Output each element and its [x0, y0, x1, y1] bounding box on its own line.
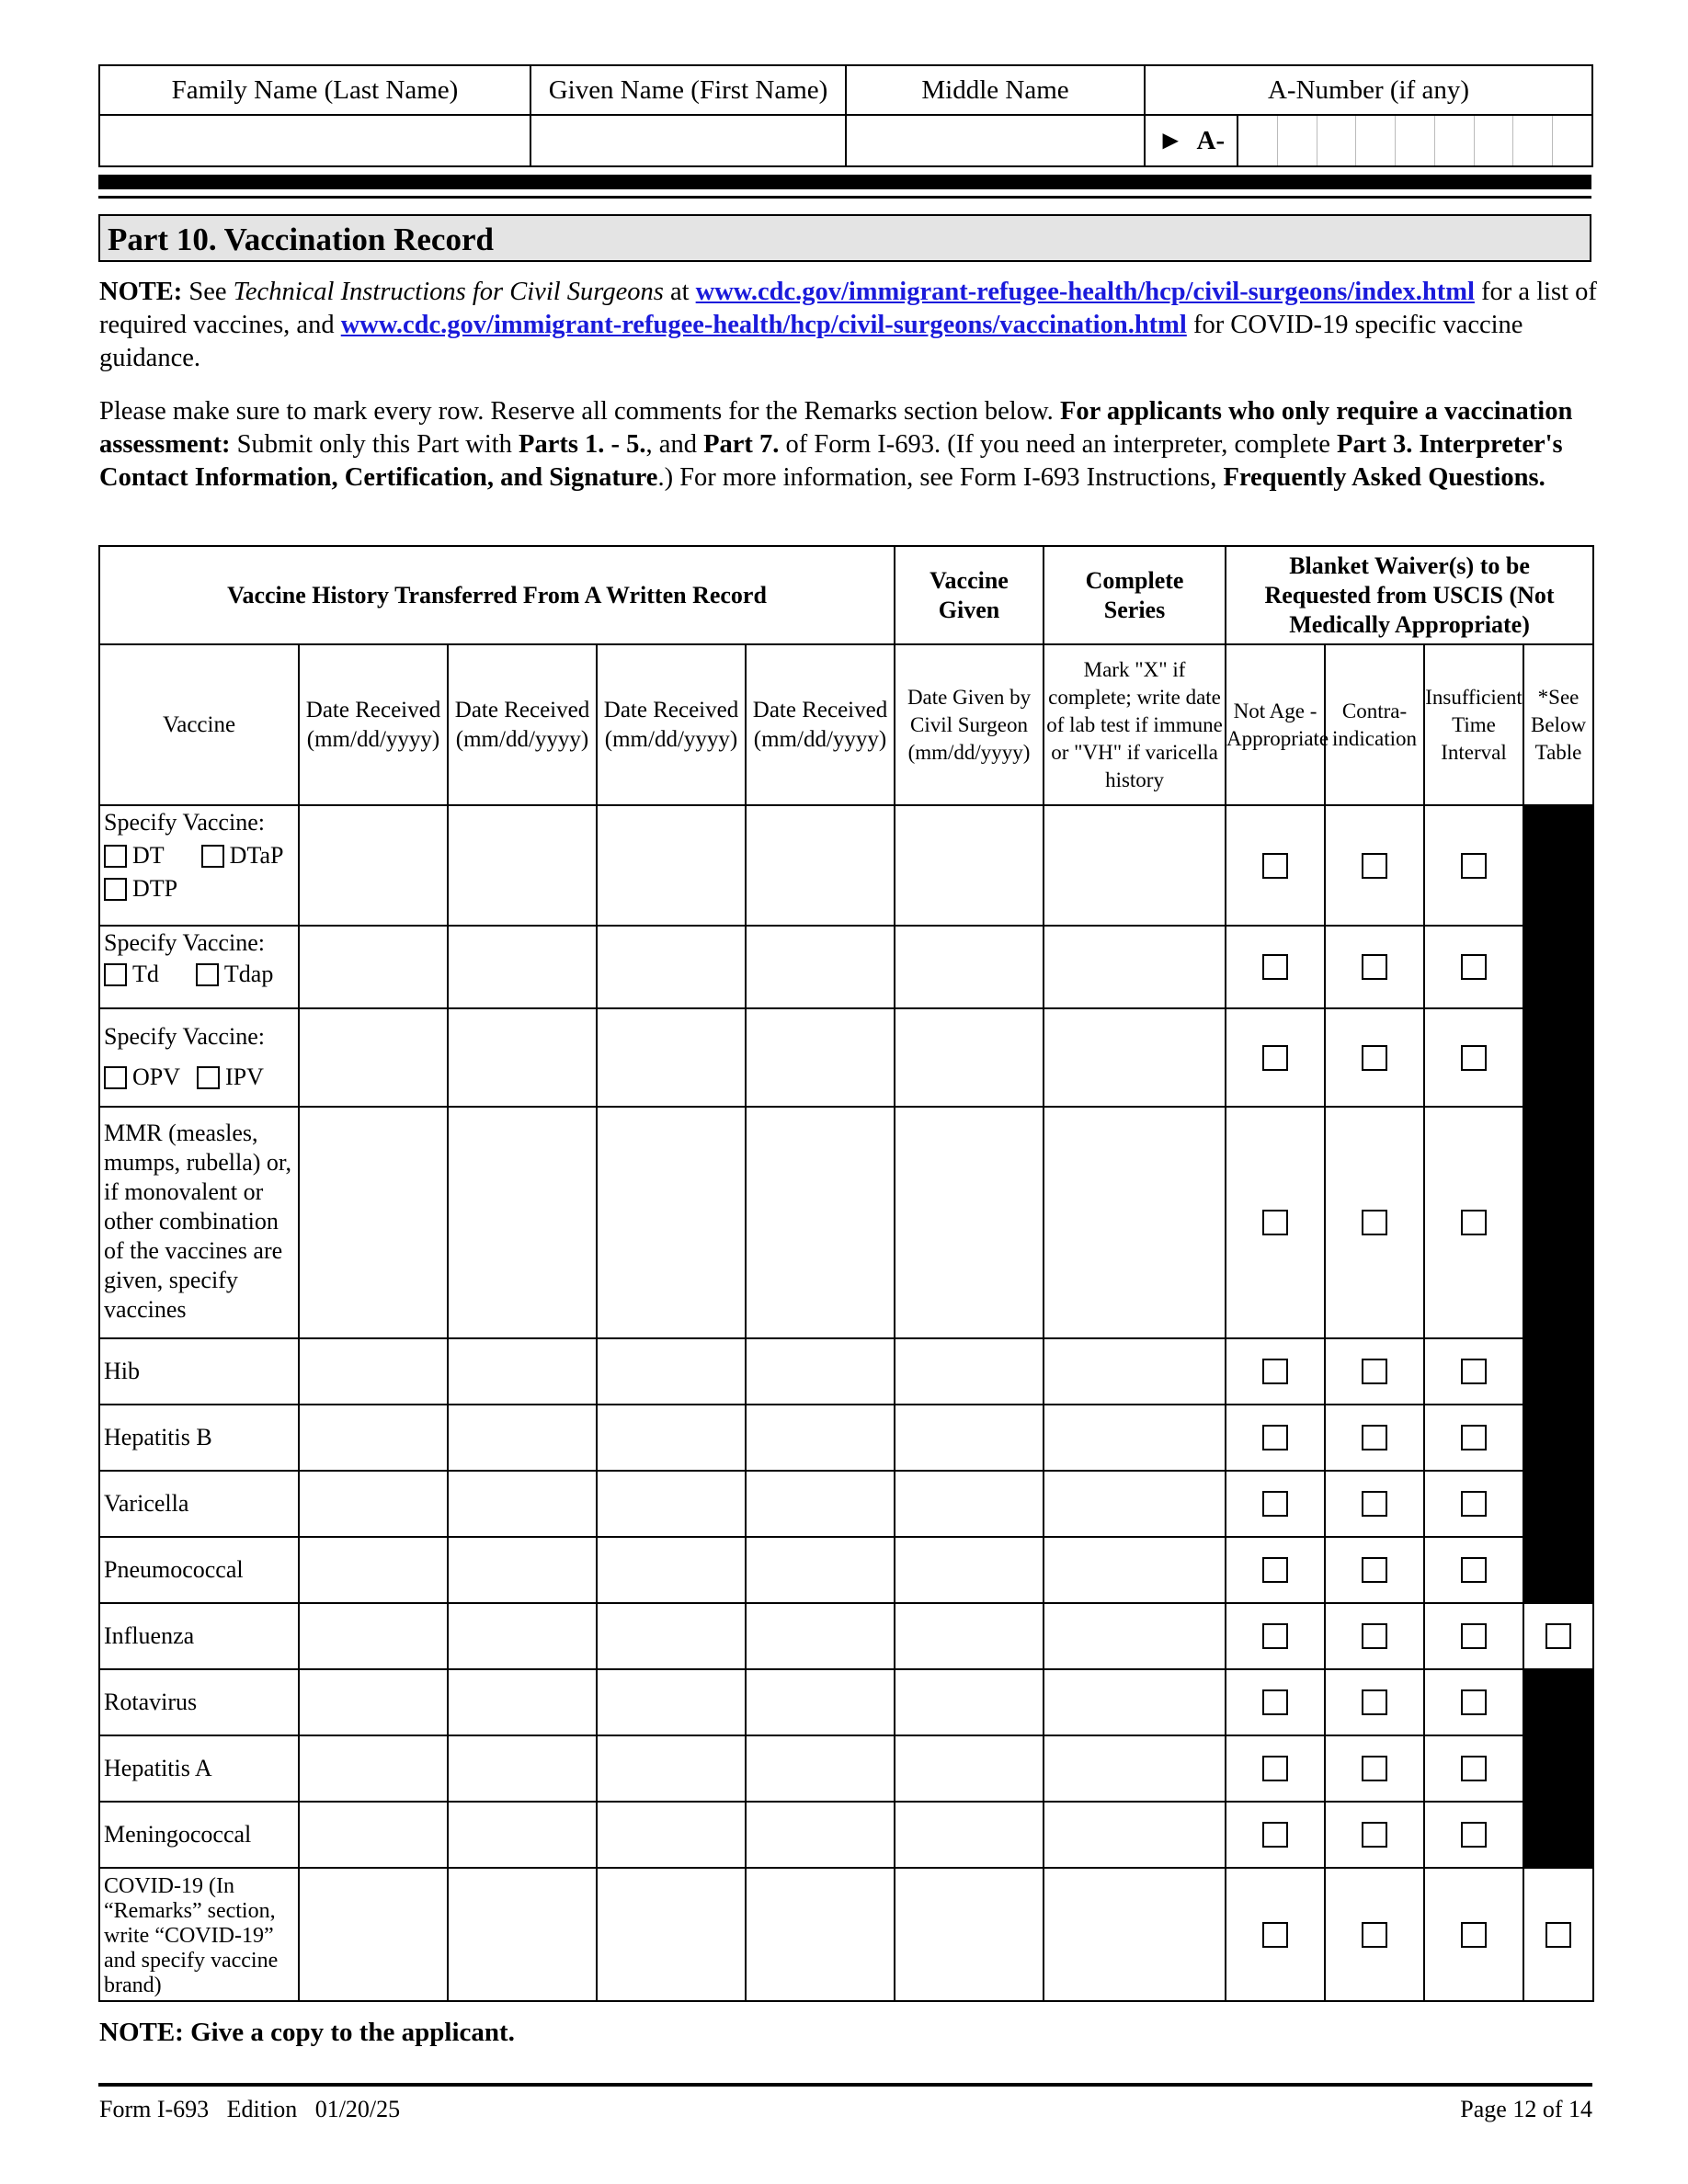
date-received-field[interactable] — [746, 1537, 895, 1603]
contraindication-checkbox[interactable] — [1362, 1045, 1387, 1071]
date-received-field[interactable] — [299, 1669, 448, 1735]
blacked-out-cell — [1523, 1537, 1593, 1603]
family-name-label: Family Name (Last Name) — [99, 65, 530, 115]
not-age-appropriate-checkbox[interactable] — [1262, 1822, 1288, 1848]
date-received-field[interactable] — [299, 805, 448, 926]
date-received-field[interactable] — [448, 1405, 597, 1471]
col-not-age-appropriate: Not Age - Appropriate — [1226, 644, 1325, 805]
contraindication-checkbox[interactable] — [1362, 1210, 1387, 1235]
note-label: NOTE: — [99, 278, 183, 306]
not-age-appropriate-checkbox[interactable] — [1262, 1922, 1288, 1948]
col-complete-series: Mark "X" if complete; write date of lab test if immune or "VH" if varicella history — [1044, 644, 1226, 805]
insufficient-time-checkbox[interactable] — [1461, 853, 1487, 879]
contraindication-checkbox[interactable] — [1362, 1557, 1387, 1583]
vaccine-name: Influenza — [99, 1603, 299, 1669]
ipv-checkbox[interactable] — [197, 1066, 220, 1089]
date-received-field[interactable] — [448, 1802, 597, 1868]
col-see-below: *See Below Table — [1523, 644, 1593, 805]
col-date-received-3: Date Received (mm/dd/yyyy) — [597, 644, 746, 805]
not-age-appropriate-checkbox[interactable] — [1262, 1689, 1288, 1715]
a-number-field[interactable] — [1238, 116, 1591, 165]
date-given-field[interactable] — [895, 1868, 1044, 2001]
see-below-checkbox[interactable] — [1545, 1623, 1571, 1649]
vaccine-name: Hepatitis A — [99, 1735, 299, 1802]
complete-series-field[interactable] — [1044, 1669, 1226, 1735]
blacked-out-cell — [1523, 1669, 1593, 1735]
table-row — [99, 1107, 1593, 1338]
complete-series-field[interactable] — [1044, 1107, 1226, 1338]
blacked-out-cell — [1523, 1338, 1593, 1405]
date-received-field[interactable] — [299, 926, 448, 1008]
dtap-checkbox[interactable] — [201, 845, 224, 868]
col-date-received-1: Date Received (mm/dd/yyyy) — [299, 644, 448, 805]
technical-instructions-title: Technical Instructions for Civil Surgeons — [233, 278, 664, 306]
not-age-appropriate-checkbox[interactable] — [1262, 1359, 1288, 1384]
vaccine-name: Rotavirus — [99, 1669, 299, 1735]
date-received-field[interactable] — [746, 1802, 895, 1868]
not-age-appropriate-checkbox[interactable] — [1262, 1491, 1288, 1517]
date-received-field[interactable] — [597, 1107, 746, 1338]
middle-name-field[interactable] — [846, 115, 1145, 166]
date-given-field[interactable] — [895, 1802, 1044, 1868]
given-name-field[interactable] — [530, 115, 846, 166]
date-received-field[interactable] — [448, 805, 597, 926]
date-received-field[interactable] — [746, 1008, 895, 1107]
contraindication-checkbox[interactable] — [1362, 1425, 1387, 1450]
date-received-field[interactable] — [746, 1603, 895, 1669]
see-below-checkbox[interactable] — [1545, 1922, 1571, 1948]
blacked-out-cell — [1523, 1471, 1593, 1537]
td-checkbox[interactable] — [104, 963, 127, 986]
middle-name-label: Middle Name — [846, 65, 1145, 115]
cdc-vaccination-link[interactable]: www.cdc.gov/immigrant-refugee-health/hcp/civil-surgeons/vaccination.html — [340, 311, 1187, 339]
contraindication-checkbox[interactable] — [1362, 1689, 1387, 1715]
date-given-field[interactable] — [895, 1735, 1044, 1802]
blacked-out-cell — [1523, 1107, 1593, 1338]
date-given-field[interactable] — [895, 1537, 1044, 1603]
given-name-label: Given Name (First Name) — [530, 65, 846, 115]
table-row — [99, 1338, 1593, 1405]
opv-checkbox[interactable] — [104, 1066, 127, 1089]
date-received-field[interactable] — [597, 1338, 746, 1405]
insufficient-time-checkbox[interactable] — [1461, 1689, 1487, 1715]
insufficient-time-checkbox[interactable] — [1461, 1045, 1487, 1071]
blacked-out-cell — [1523, 1008, 1593, 1107]
insufficient-time-checkbox[interactable] — [1461, 1557, 1487, 1583]
vaccine-cell: Specify Vaccine: OPV IPV — [99, 1008, 299, 1107]
insufficient-time-checkbox[interactable] — [1461, 1210, 1487, 1235]
name-header-table — [98, 64, 1593, 167]
date-received-field[interactable] — [299, 1868, 448, 2001]
contraindication-checkbox[interactable] — [1362, 853, 1387, 879]
date-received-field[interactable] — [448, 1868, 597, 2001]
vaccine-name: COVID-19 (In “Remarks” section, write “COVID-19” and specify vaccine brand) — [99, 1868, 299, 2001]
table-row — [99, 1802, 1593, 1868]
divider-thin — [98, 196, 1591, 199]
not-age-appropriate-checkbox[interactable] — [1262, 1210, 1288, 1235]
date-received-field[interactable] — [448, 1008, 597, 1107]
date-received-field[interactable] — [299, 1537, 448, 1603]
insufficient-time-checkbox[interactable] — [1461, 954, 1487, 980]
instructions-paragraph: Please make sure to mark every row. Reserve all comments for the Remarks section below. For applicants who only require a vaccination assessment: Submit only this Part with Parts 1. - 5., and Part 7. of Form I-693. (If you need an interpreter, complete Part 3. Interpreter's Contact Information, Certification, and Signature.) For more information, see Form I-693 Instructions, Frequently Asked Questions. — [99, 397, 1573, 492]
blacked-out-cell — [1523, 1802, 1593, 1868]
col-date-received-2: Date Received (mm/dd/yyyy) — [448, 644, 597, 805]
table-row — [99, 1405, 1593, 1471]
date-given-field[interactable] — [895, 1669, 1044, 1735]
date-received-field[interactable] — [448, 1107, 597, 1338]
vaccine-cell: Specify Vaccine: DT DTaP DTP — [99, 805, 299, 926]
vaccine-given-header: Vaccine Given — [895, 546, 1044, 644]
date-received-field[interactable] — [299, 1471, 448, 1537]
not-age-appropriate-checkbox[interactable] — [1262, 1557, 1288, 1583]
date-given-field[interactable] — [895, 1405, 1044, 1471]
cdc-civil-surgeons-link[interactable]: www.cdc.gov/immigrant-refugee-health/hcp/civil-surgeons/index.html — [695, 278, 1475, 306]
date-received-field[interactable] — [597, 1603, 746, 1669]
a-number-label: A-Number (if any) — [1145, 65, 1592, 115]
complete-series-field[interactable] — [1044, 805, 1226, 926]
contraindication-checkbox[interactable] — [1362, 1756, 1387, 1781]
dt-checkbox[interactable] — [104, 845, 127, 868]
a-number-prefix: A- — [1196, 125, 1226, 155]
date-received-field[interactable] — [299, 1603, 448, 1669]
contraindication-checkbox[interactable] — [1362, 1922, 1387, 1948]
complete-series-field[interactable] — [1044, 926, 1226, 1008]
contraindication-checkbox[interactable] — [1362, 954, 1387, 980]
table-row — [99, 1603, 1593, 1669]
not-age-appropriate-checkbox[interactable] — [1262, 853, 1288, 879]
date-received-field[interactable] — [597, 1008, 746, 1107]
date-given-field[interactable] — [895, 926, 1044, 1008]
date-received-field[interactable] — [746, 1338, 895, 1405]
insufficient-time-checkbox[interactable] — [1461, 1922, 1487, 1948]
contraindication-checkbox[interactable] — [1362, 1822, 1387, 1848]
date-received-field[interactable] — [597, 1471, 746, 1537]
col-contraindication: Contra- indication — [1325, 644, 1424, 805]
date-received-field[interactable] — [597, 1669, 746, 1735]
contraindication-checkbox[interactable] — [1362, 1359, 1387, 1384]
date-received-field[interactable] — [746, 1107, 895, 1338]
blanket-waiver-header: Blanket Waiver(s) to be Requested from USCIS (Not Medically Appropriate) — [1226, 546, 1593, 644]
date-given-field[interactable] — [895, 805, 1044, 926]
date-received-field[interactable] — [299, 1008, 448, 1107]
date-received-field[interactable] — [448, 1669, 597, 1735]
date-received-field[interactable] — [746, 1669, 895, 1735]
table-row — [99, 1537, 1593, 1603]
col-date-given: Date Given by Civil Surgeon (mm/dd/yyyy) — [895, 644, 1044, 805]
table-row — [99, 1735, 1593, 1802]
col-date-received-4: Date Received (mm/dd/yyyy) — [746, 644, 895, 805]
vaccine-name: Specify Vaccine: — [104, 1023, 265, 1050]
copy-note: NOTE: Give a copy to the applicant. — [99, 2018, 515, 2047]
col-vaccine-header: Vaccine — [99, 644, 299, 805]
date-received-field[interactable] — [299, 1802, 448, 1868]
date-received-field[interactable] — [746, 926, 895, 1008]
footer-divider — [98, 2083, 1592, 2087]
vaccine-name: Meningococcal — [99, 1802, 299, 1868]
date-received-field[interactable] — [597, 805, 746, 926]
not-age-appropriate-checkbox[interactable] — [1262, 1045, 1288, 1071]
complete-series-field[interactable] — [1044, 1008, 1226, 1107]
vaccine-name: Varicella — [99, 1471, 299, 1537]
date-given-field[interactable] — [895, 1338, 1044, 1405]
date-received-field[interactable] — [448, 1471, 597, 1537]
complete-series-header: Complete Series — [1044, 546, 1226, 644]
complete-series-field[interactable] — [1044, 1802, 1226, 1868]
form-edition: Form I-693 Edition 01/20/25 — [99, 2096, 401, 2122]
vaccine-name: MMR (measles, mumps, rubella) or, if monovalent or other combination of the vaccines are given, specify vaccines — [99, 1107, 299, 1338]
date-received-field[interactable] — [597, 1868, 746, 2001]
date-received-field[interactable] — [746, 1735, 895, 1802]
complete-series-field[interactable] — [1044, 1735, 1226, 1802]
date-given-field[interactable] — [895, 1471, 1044, 1537]
part-title: Part 10. Vaccination Record — [98, 214, 1591, 262]
contraindication-checkbox[interactable] — [1362, 1491, 1387, 1517]
table-row — [99, 926, 1593, 1008]
vaccine-name: Specify Vaccine: — [104, 929, 265, 956]
family-name-field[interactable] — [99, 115, 530, 166]
table-row — [99, 1008, 1593, 1107]
complete-series-field[interactable] — [1044, 1868, 1226, 2001]
complete-series-field[interactable] — [1044, 1471, 1226, 1537]
date-received-field[interactable] — [448, 1338, 597, 1405]
date-received-field[interactable] — [597, 1735, 746, 1802]
col-insufficient-time: Insufficient Time Interval — [1424, 644, 1523, 805]
complete-series-field[interactable] — [1044, 1603, 1226, 1669]
date-received-field[interactable] — [597, 1802, 746, 1868]
date-received-field[interactable] — [448, 1537, 597, 1603]
complete-series-field[interactable] — [1044, 1405, 1226, 1471]
date-received-field[interactable] — [448, 1603, 597, 1669]
date-received-field[interactable] — [746, 1405, 895, 1471]
dtp-checkbox[interactable] — [104, 878, 127, 901]
date-given-field[interactable] — [895, 1107, 1044, 1338]
blacked-out-cell — [1523, 926, 1593, 1008]
date-received-field[interactable] — [299, 1735, 448, 1802]
date-received-field[interactable] — [746, 1868, 895, 2001]
history-group-header: Vaccine History Transferred From A Written Record — [99, 546, 895, 644]
page-number: Page 12 of 14 — [1460, 2096, 1592, 2122]
vaccine-name: Hepatitis B — [99, 1405, 299, 1471]
table-row — [99, 1868, 1593, 2001]
vaccine-name: Pneumococcal — [99, 1537, 299, 1603]
vaccine-name: Hib — [99, 1338, 299, 1405]
contraindication-checkbox[interactable] — [1362, 1623, 1387, 1649]
date-received-field[interactable] — [597, 926, 746, 1008]
vaccination-table — [98, 545, 1594, 2002]
table-row — [99, 1471, 1593, 1537]
not-age-appropriate-checkbox[interactable] — [1262, 954, 1288, 980]
date-given-field[interactable] — [895, 1008, 1044, 1107]
vaccine-name: Specify Vaccine: — [104, 809, 265, 836]
complete-series-field[interactable] — [1044, 1338, 1226, 1405]
blacked-out-cell — [1523, 1735, 1593, 1802]
not-age-appropriate-checkbox[interactable] — [1262, 1756, 1288, 1781]
date-received-field[interactable] — [299, 1107, 448, 1338]
divider-thick — [98, 175, 1591, 189]
date-received-field[interactable] — [299, 1338, 448, 1405]
table-row — [99, 1669, 1593, 1735]
not-age-appropriate-checkbox[interactable] — [1262, 1425, 1288, 1450]
insufficient-time-checkbox[interactable] — [1461, 1359, 1487, 1384]
insufficient-time-checkbox[interactable] — [1461, 1623, 1487, 1649]
complete-series-field[interactable] — [1044, 1537, 1226, 1603]
date-received-field[interactable] — [746, 1471, 895, 1537]
date-received-field[interactable] — [448, 1735, 597, 1802]
vaccine-cell: Specify Vaccine: Td Tdap — [99, 926, 299, 1008]
insufficient-time-checkbox[interactable] — [1461, 1756, 1487, 1781]
not-age-appropriate-checkbox[interactable] — [1262, 1623, 1288, 1649]
date-received-field[interactable] — [448, 926, 597, 1008]
blacked-out-cell — [1523, 1405, 1593, 1471]
insufficient-time-checkbox[interactable] — [1461, 1491, 1487, 1517]
a-number-cell — [1145, 115, 1592, 166]
insufficient-time-checkbox[interactable] — [1461, 1425, 1487, 1450]
blacked-out-cell — [1523, 805, 1593, 926]
date-given-field[interactable] — [895, 1603, 1044, 1669]
date-received-field[interactable] — [746, 805, 895, 926]
note-paragraph: NOTE: See Technical Instructions for Civil Surgeons at www.cdc.gov/immigrant-refugee-health/hcp/civil-surgeons/index.html for a list of required vaccines, and www.cdc.gov/immigrant-refugee-health/hcp/civil-surgeons/vaccination.html for COVID-19 specific vaccine guidance. — [99, 278, 1597, 372]
arrow-icon: ► — [1157, 125, 1184, 155]
table-row — [99, 805, 1593, 926]
date-received-field[interactable] — [597, 1405, 746, 1471]
date-received-field[interactable] — [299, 1405, 448, 1471]
date-received-field[interactable] — [597, 1537, 746, 1603]
insufficient-time-checkbox[interactable] — [1461, 1822, 1487, 1848]
tdap-checkbox[interactable] — [196, 963, 219, 986]
